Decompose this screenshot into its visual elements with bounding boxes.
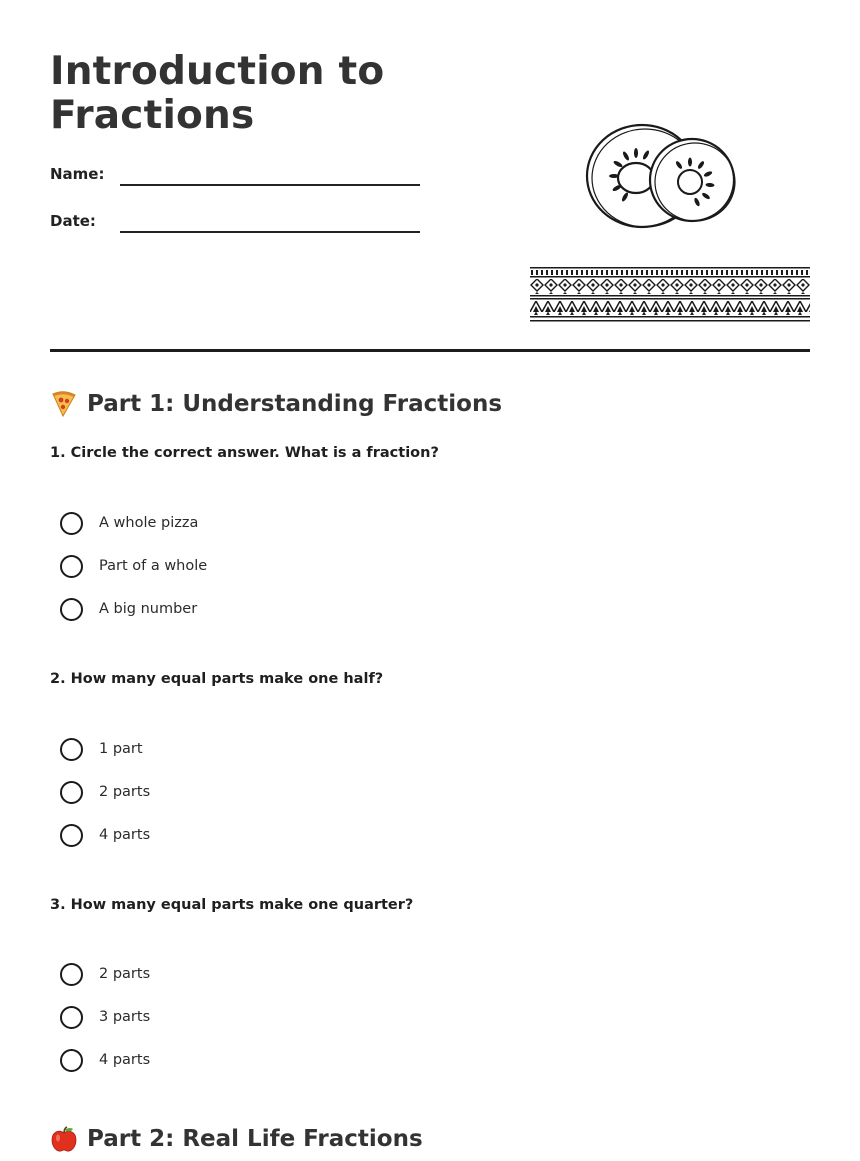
name-label: Name: [50, 165, 105, 183]
q2-option-3[interactable] [60, 822, 150, 848]
radio-circle[interactable] [60, 824, 83, 847]
kiwi-slices-illustration [580, 118, 740, 233]
q2-option-1[interactable] [60, 736, 143, 762]
option-label: 4 parts [99, 827, 151, 843]
radio-circle[interactable] [60, 598, 83, 621]
part2-heading-text: Part 2: Real Life Fractions [87, 1126, 423, 1152]
part2-heading [50, 1121, 423, 1157]
decorative-pattern-border [530, 264, 810, 324]
header-divider [50, 349, 810, 352]
pizza-slice-icon [50, 390, 78, 418]
radio-circle[interactable] [60, 1006, 83, 1029]
question-2: 2. How many equal parts make one half? [50, 671, 384, 687]
q1-option-1[interactable] [60, 510, 198, 536]
q1-option-2[interactable] [60, 553, 207, 579]
question-3: 3. How many equal parts make one quarter? [50, 897, 414, 913]
option-label: Part of a whole [99, 558, 208, 574]
part1-heading-text: Part 1: Understanding Fractions [87, 391, 503, 417]
q1-option-3[interactable] [60, 596, 197, 622]
radio-circle[interactable] [60, 512, 83, 535]
option-label: 1 part [99, 741, 143, 757]
option-label: 2 parts [99, 966, 151, 982]
option-label: 4 parts [99, 1052, 151, 1068]
worksheet-title: Introduction to Fractions [50, 49, 385, 138]
option-label: 3 parts [99, 1009, 151, 1025]
option-label: 2 parts [99, 784, 151, 800]
date-field [50, 212, 420, 242]
radio-circle[interactable] [60, 738, 83, 761]
q2-option-2[interactable] [60, 779, 150, 805]
radio-circle[interactable] [60, 963, 83, 986]
option-label: A big number [99, 601, 198, 617]
apple-icon [50, 1125, 78, 1153]
option-label: A whole pizza [99, 515, 199, 531]
q3-option-2[interactable] [60, 1004, 150, 1030]
name-field [50, 165, 420, 195]
question-1: 1. Circle the correct answer. What is a fraction? [50, 445, 439, 461]
date-write-line[interactable] [120, 231, 420, 233]
radio-circle[interactable] [60, 781, 83, 804]
radio-circle[interactable] [60, 1049, 83, 1072]
name-write-line[interactable] [120, 184, 420, 186]
radio-circle[interactable] [60, 555, 83, 578]
part1-heading [50, 386, 502, 422]
q3-option-1[interactable] [60, 961, 150, 987]
date-label: Date: [50, 212, 96, 230]
q3-option-3[interactable] [60, 1047, 150, 1073]
